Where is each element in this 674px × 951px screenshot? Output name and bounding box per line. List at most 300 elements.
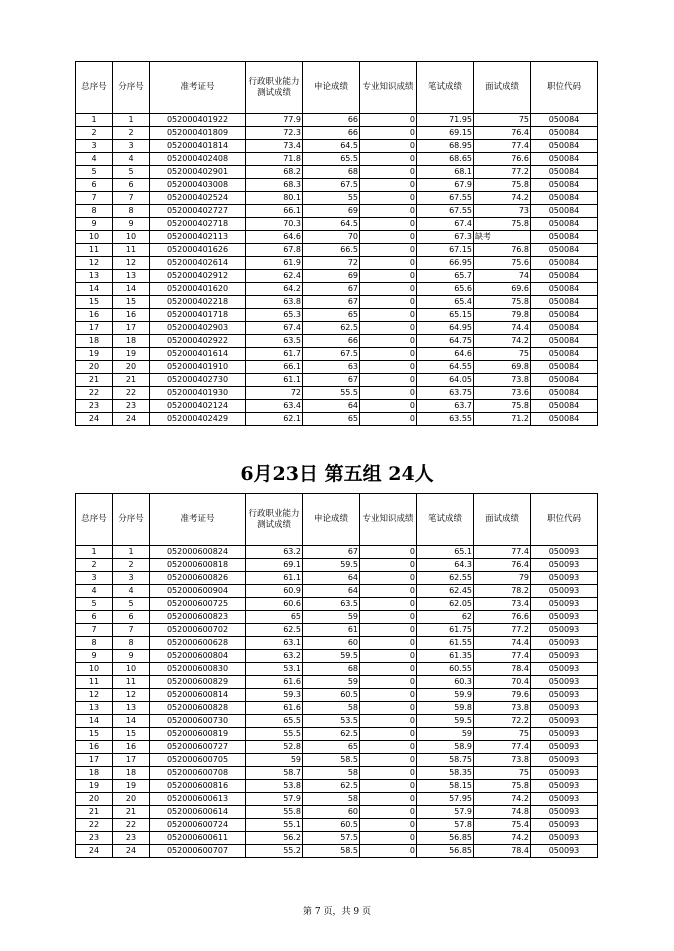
- header-sub-no: 分序号: [113, 62, 150, 114]
- table-cell: 58: [303, 793, 360, 806]
- table-cell: 050084: [531, 270, 598, 283]
- table-cell: 74.2: [474, 335, 531, 348]
- table-cell: 76.4: [474, 127, 531, 140]
- table-cell: 12: [76, 689, 113, 702]
- table-cell: 74.2: [474, 793, 531, 806]
- table-cell: 61.1: [246, 572, 303, 585]
- table-cell: 78.2: [474, 585, 531, 598]
- table-cell: 75: [474, 767, 531, 780]
- table-cell: 052000401930: [150, 387, 246, 400]
- table-cell: 0: [360, 845, 417, 858]
- table-cell: 052000600824: [150, 546, 246, 559]
- table-cell: 22: [113, 387, 150, 400]
- table-row: [76, 400, 598, 413]
- header-sub-no: 分序号: [113, 494, 150, 546]
- table-cell: 58.35: [417, 767, 474, 780]
- table-cell: 74.4: [474, 322, 531, 335]
- table-cell: 0: [360, 715, 417, 728]
- table-cell: 2: [76, 559, 113, 572]
- table-cell: 64.2: [246, 283, 303, 296]
- table-cell: 58: [303, 702, 360, 715]
- table-cell: 17: [113, 754, 150, 767]
- table-cell: 0: [360, 153, 417, 166]
- table-cell: 050084: [531, 257, 598, 270]
- table-cell: 77.4: [474, 140, 531, 153]
- table-cell: 050093: [531, 806, 598, 819]
- table-cell: 0: [360, 637, 417, 650]
- table-cell: 050084: [531, 153, 598, 166]
- table-cell: 16: [76, 741, 113, 754]
- table-cell: 052000402922: [150, 335, 246, 348]
- table-cell: 050084: [531, 374, 598, 387]
- table-cell: 050093: [531, 546, 598, 559]
- table-cell: 050093: [531, 572, 598, 585]
- header-interview: 面试成绩: [474, 62, 531, 114]
- table-cell: 67.55: [417, 205, 474, 218]
- table-cell: 0: [360, 702, 417, 715]
- table-cell: 11: [76, 676, 113, 689]
- table-row: [76, 153, 598, 166]
- table-cell: 80.1: [246, 192, 303, 205]
- table-cell: 60.5: [303, 689, 360, 702]
- table-cell: 76.6: [474, 611, 531, 624]
- table-cell: 15: [76, 728, 113, 741]
- table-cell: 050093: [531, 767, 598, 780]
- table-cell: 0: [360, 413, 417, 426]
- table-cell: 1: [113, 114, 150, 127]
- table-cell: 0: [360, 231, 417, 244]
- table-row: [76, 114, 598, 127]
- table-cell: 9: [76, 650, 113, 663]
- table-cell: 24: [113, 413, 150, 426]
- table-cell: 78.4: [474, 663, 531, 676]
- table-cell: 58.75: [417, 754, 474, 767]
- table-cell: 050084: [531, 361, 598, 374]
- table-cell: 2: [76, 127, 113, 140]
- table-cell: 72: [246, 387, 303, 400]
- table-cell: 59: [246, 754, 303, 767]
- table-cell: 68.65: [417, 153, 474, 166]
- table-cell: 12: [76, 257, 113, 270]
- table-cell: 64.95: [417, 322, 474, 335]
- table-cell: 64.75: [417, 335, 474, 348]
- table-cell: 62.1: [246, 413, 303, 426]
- table-cell: 4: [76, 153, 113, 166]
- table-row: [76, 140, 598, 153]
- table-cell: 72: [303, 257, 360, 270]
- table-cell: 59: [303, 676, 360, 689]
- table-cell: 65.3: [246, 309, 303, 322]
- table-cell: 050093: [531, 728, 598, 741]
- table-cell: 052000600804: [150, 650, 246, 663]
- table-row: [76, 793, 598, 806]
- table-cell: 052000402124: [150, 400, 246, 413]
- table-cell: 58.9: [417, 741, 474, 754]
- table-row: [76, 676, 598, 689]
- table-cell: 0: [360, 400, 417, 413]
- table-cell: 65.15: [417, 309, 474, 322]
- table-row: [76, 767, 598, 780]
- table-cell: 60.5: [303, 819, 360, 832]
- table-cell: 19: [76, 348, 113, 361]
- table-cell: 65.5: [246, 715, 303, 728]
- table-cell: 67.3: [417, 231, 474, 244]
- table-cell: 052000600816: [150, 780, 246, 793]
- table-cell: 22: [113, 819, 150, 832]
- table-cell: 61.9: [246, 257, 303, 270]
- table-cell: 052000402524: [150, 192, 246, 205]
- table-cell: 67.5: [303, 179, 360, 192]
- table-cell: 0: [360, 624, 417, 637]
- table-cell: 77.4: [474, 650, 531, 663]
- table-cell: 65.7: [417, 270, 474, 283]
- table-cell: 050093: [531, 650, 598, 663]
- table-cell: 21: [113, 806, 150, 819]
- table-cell: 63.55: [417, 413, 474, 426]
- table-cell: 11: [76, 244, 113, 257]
- table-cell: 0: [360, 244, 417, 257]
- table-cell: 76.6: [474, 153, 531, 166]
- group-title: 6月23日 第五组 24人: [240, 463, 434, 485]
- table-cell: 9: [76, 218, 113, 231]
- table-cell: 19: [113, 348, 150, 361]
- table-cell: 5: [113, 598, 150, 611]
- table-row: [76, 689, 598, 702]
- table-cell: 3: [76, 572, 113, 585]
- table-cell: 052000401620: [150, 283, 246, 296]
- table-cell: 58.5: [303, 754, 360, 767]
- table-cell: 69: [303, 270, 360, 283]
- table-cell: 64: [303, 400, 360, 413]
- table-cell: 67: [303, 374, 360, 387]
- table-cell: 0: [360, 611, 417, 624]
- table-cell: 66.95: [417, 257, 474, 270]
- table-cell: 64: [303, 585, 360, 598]
- table-cell: 7: [113, 624, 150, 637]
- table-cell: 62.5: [246, 624, 303, 637]
- table-cell: 59.5: [417, 715, 474, 728]
- table-cell: 70.3: [246, 218, 303, 231]
- table-cell: 0: [360, 780, 417, 793]
- table-cell: 6: [113, 179, 150, 192]
- table-cell: 75.8: [474, 296, 531, 309]
- table-cell: 69.15: [417, 127, 474, 140]
- table-cell: 3: [113, 140, 150, 153]
- table-cell: 59.9: [417, 689, 474, 702]
- table-cell: 65.1: [417, 546, 474, 559]
- table-cell: 052000600828: [150, 702, 246, 715]
- table-cell: 0: [360, 348, 417, 361]
- table-cell: 63.7: [417, 400, 474, 413]
- table-cell: 58.5: [303, 845, 360, 858]
- table-header: [76, 494, 598, 546]
- table-cell: 0: [360, 832, 417, 845]
- table-cell: 56.2: [246, 832, 303, 845]
- table-cell: 62.4: [246, 270, 303, 283]
- table-cell: 66.1: [246, 205, 303, 218]
- table-cell: 17: [113, 322, 150, 335]
- table-cell: 050093: [531, 832, 598, 845]
- table-cell: 24: [76, 845, 113, 858]
- table-header: [76, 62, 598, 114]
- table-cell: 75.4: [474, 819, 531, 832]
- table-cell: 9: [113, 218, 150, 231]
- table-cell: 050084: [531, 283, 598, 296]
- table-cell: 64.5: [303, 218, 360, 231]
- table-cell: 052000401614: [150, 348, 246, 361]
- table-cell: 050084: [531, 244, 598, 257]
- table-cell: 63.75: [417, 387, 474, 400]
- table-cell: 61.6: [246, 676, 303, 689]
- header-written: 笔试成绩: [417, 494, 474, 546]
- table-cell: 050084: [531, 140, 598, 153]
- table-row: [76, 819, 598, 832]
- table-cell: 050093: [531, 780, 598, 793]
- table-cell: 79.8: [474, 309, 531, 322]
- table-cell: 050093: [531, 559, 598, 572]
- table-cell: 64.5: [303, 140, 360, 153]
- table-row: [76, 218, 598, 231]
- table-cell: 59.5: [303, 650, 360, 663]
- header-position-code: 职位代码: [531, 494, 598, 546]
- table-cell: 050093: [531, 624, 598, 637]
- table-cell: 63.1: [246, 637, 303, 650]
- table-cell: 050093: [531, 611, 598, 624]
- header-written: 笔试成绩: [417, 62, 474, 114]
- table-cell: 050093: [531, 676, 598, 689]
- table-cell: 0: [360, 218, 417, 231]
- table-cell: 052000600702: [150, 624, 246, 637]
- table-cell: 58: [303, 767, 360, 780]
- table-row: [76, 650, 598, 663]
- table-cell: 69: [303, 205, 360, 218]
- table-cell: 64: [303, 572, 360, 585]
- table-row: [76, 559, 598, 572]
- table-cell: 0: [360, 650, 417, 663]
- table-cell: 66.5: [303, 244, 360, 257]
- table-row: [76, 546, 598, 559]
- table-cell: 1: [113, 546, 150, 559]
- table-row: [76, 663, 598, 676]
- table-cell: 74.4: [474, 637, 531, 650]
- table-cell: 050093: [531, 689, 598, 702]
- table-cell: 24: [113, 845, 150, 858]
- table-cell: 5: [76, 598, 113, 611]
- table-cell: 64.3: [417, 559, 474, 572]
- table-row: [76, 179, 598, 192]
- table-cell: 052000401922: [150, 114, 246, 127]
- table-cell: 6: [113, 611, 150, 624]
- table-cell: 60: [303, 637, 360, 650]
- table-cell: 61.1: [246, 374, 303, 387]
- table-cell: 61.55: [417, 637, 474, 650]
- table-cell: 4: [113, 153, 150, 166]
- table-cell: 61.75: [417, 624, 474, 637]
- table-cell: 0: [360, 598, 417, 611]
- table-cell: 0: [360, 819, 417, 832]
- table-cell: 69.6: [474, 283, 531, 296]
- table-cell: 23: [76, 832, 113, 845]
- table-row: [76, 361, 598, 374]
- table-cell: 052000402730: [150, 374, 246, 387]
- table-row: [76, 244, 598, 257]
- table-cell: 63.8: [246, 296, 303, 309]
- table-cell: 63.5: [303, 598, 360, 611]
- table-cell: 67: [303, 283, 360, 296]
- table-row: [76, 166, 598, 179]
- table-cell: 0: [360, 270, 417, 283]
- table-cell: 0: [360, 663, 417, 676]
- table-cell: 052000600614: [150, 806, 246, 819]
- table-cell: 66: [303, 335, 360, 348]
- table-cell: 73.6: [474, 387, 531, 400]
- table-cell: 052000600830: [150, 663, 246, 676]
- table-cell: 57.8: [417, 819, 474, 832]
- table-row: [76, 611, 598, 624]
- table-cell: 22: [76, 819, 113, 832]
- table-cell: 0: [360, 179, 417, 192]
- table-cell: 67: [303, 296, 360, 309]
- table-cell: 56.85: [417, 845, 474, 858]
- table-cell: 052000600823: [150, 611, 246, 624]
- table-cell: 5: [113, 166, 150, 179]
- table-cell: 050084: [531, 387, 598, 400]
- table-row: [76, 335, 598, 348]
- table-cell: 62: [417, 611, 474, 624]
- table-cell: 0: [360, 361, 417, 374]
- table-cell: 59: [417, 728, 474, 741]
- table-cell: 6: [76, 179, 113, 192]
- table-cell: 74.2: [474, 832, 531, 845]
- table-cell: 052000600705: [150, 754, 246, 767]
- table-cell: 050084: [531, 335, 598, 348]
- table-cell: 60.6: [246, 598, 303, 611]
- table-cell: 63.5: [246, 335, 303, 348]
- table-cell: 55.2: [246, 845, 303, 858]
- table-cell: 052000402718: [150, 218, 246, 231]
- table-cell: 10: [113, 663, 150, 676]
- table-row: [76, 715, 598, 728]
- table-cell: 59.3: [246, 689, 303, 702]
- table-cell: 60.9: [246, 585, 303, 598]
- table-cell: 18: [76, 767, 113, 780]
- table-cell: 15: [113, 728, 150, 741]
- table-cell: 62.5: [303, 322, 360, 335]
- table-cell: 17: [76, 322, 113, 335]
- table-cell: 68.3: [246, 179, 303, 192]
- table-cell: 0: [360, 192, 417, 205]
- table-cell: 0: [360, 335, 417, 348]
- table-row: [76, 270, 598, 283]
- table-cell: 21: [76, 374, 113, 387]
- table-cell: 0: [360, 127, 417, 140]
- table-cell: 052000600904: [150, 585, 246, 598]
- table-cell: 050084: [531, 322, 598, 335]
- table-cell: 20: [113, 361, 150, 374]
- table-cell: 7: [76, 192, 113, 205]
- table-cell: 0: [360, 741, 417, 754]
- table-cell: 050093: [531, 819, 598, 832]
- table-cell: 050084: [531, 205, 598, 218]
- table-row: [76, 728, 598, 741]
- table-cell: 052000600814: [150, 689, 246, 702]
- table-cell: 67.4: [246, 322, 303, 335]
- table-cell: 1: [76, 546, 113, 559]
- table-cell: 79: [474, 572, 531, 585]
- table-cell: 14: [76, 283, 113, 296]
- table-cell: 61.6: [246, 702, 303, 715]
- table-cell: 23: [113, 400, 150, 413]
- table-cell: 15: [113, 296, 150, 309]
- table-cell: 72.3: [246, 127, 303, 140]
- table-cell: 050093: [531, 598, 598, 611]
- header-exam-id: 准考证号: [150, 62, 246, 114]
- table-cell: 050084: [531, 192, 598, 205]
- table-cell: 59.5: [303, 559, 360, 572]
- table-cell: 67.15: [417, 244, 474, 257]
- table-cell: 75.8: [474, 218, 531, 231]
- table-cell: 76.8: [474, 244, 531, 257]
- table-cell: 60.3: [417, 676, 474, 689]
- table-cell: 75.6: [474, 257, 531, 270]
- table-cell: 9: [113, 650, 150, 663]
- table-cell: 10: [113, 231, 150, 244]
- header-position-code: 职位代码: [531, 62, 598, 114]
- table-cell: 10: [76, 231, 113, 244]
- table-row: [76, 205, 598, 218]
- table-cell: 13: [76, 270, 113, 283]
- table-cell: 0: [360, 166, 417, 179]
- header-total-no: 总序号: [76, 62, 113, 114]
- table-cell: 66.1: [246, 361, 303, 374]
- table-cell: 052000402614: [150, 257, 246, 270]
- table-cell: 050084: [531, 127, 598, 140]
- table-cell: 5: [76, 166, 113, 179]
- table-cell: 60.55: [417, 663, 474, 676]
- table-row: [76, 231, 598, 244]
- table-cell: 23: [76, 400, 113, 413]
- table-cell: 0: [360, 793, 417, 806]
- table-cell: 050093: [531, 663, 598, 676]
- table-cell: 62.5: [303, 728, 360, 741]
- table-cell: 052000402727: [150, 205, 246, 218]
- table-cell: 67.5: [303, 348, 360, 361]
- table-row: [76, 192, 598, 205]
- table-cell: 67.9: [417, 179, 474, 192]
- table-cell: 052000600724: [150, 819, 246, 832]
- table-cell: 12: [113, 257, 150, 270]
- table-cell: 0: [360, 322, 417, 335]
- table-cell: 64.55: [417, 361, 474, 374]
- table-cell: 0: [360, 114, 417, 127]
- table-cell: 0: [360, 806, 417, 819]
- table-cell: 77.4: [474, 546, 531, 559]
- table-row: [76, 754, 598, 767]
- table-cell: 64.6: [417, 348, 474, 361]
- table-cell: 62.05: [417, 598, 474, 611]
- table-cell: 21: [76, 806, 113, 819]
- table-cell: 050093: [531, 741, 598, 754]
- table-cell: 65: [303, 309, 360, 322]
- table-cell: 050093: [531, 637, 598, 650]
- table-cell: 18: [76, 335, 113, 348]
- table-row: [76, 322, 598, 335]
- table-cell: 0: [360, 374, 417, 387]
- table-cell: 0: [360, 309, 417, 322]
- table-cell: 0: [360, 585, 417, 598]
- table-cell: 050084: [531, 413, 598, 426]
- table-cell: 0: [360, 546, 417, 559]
